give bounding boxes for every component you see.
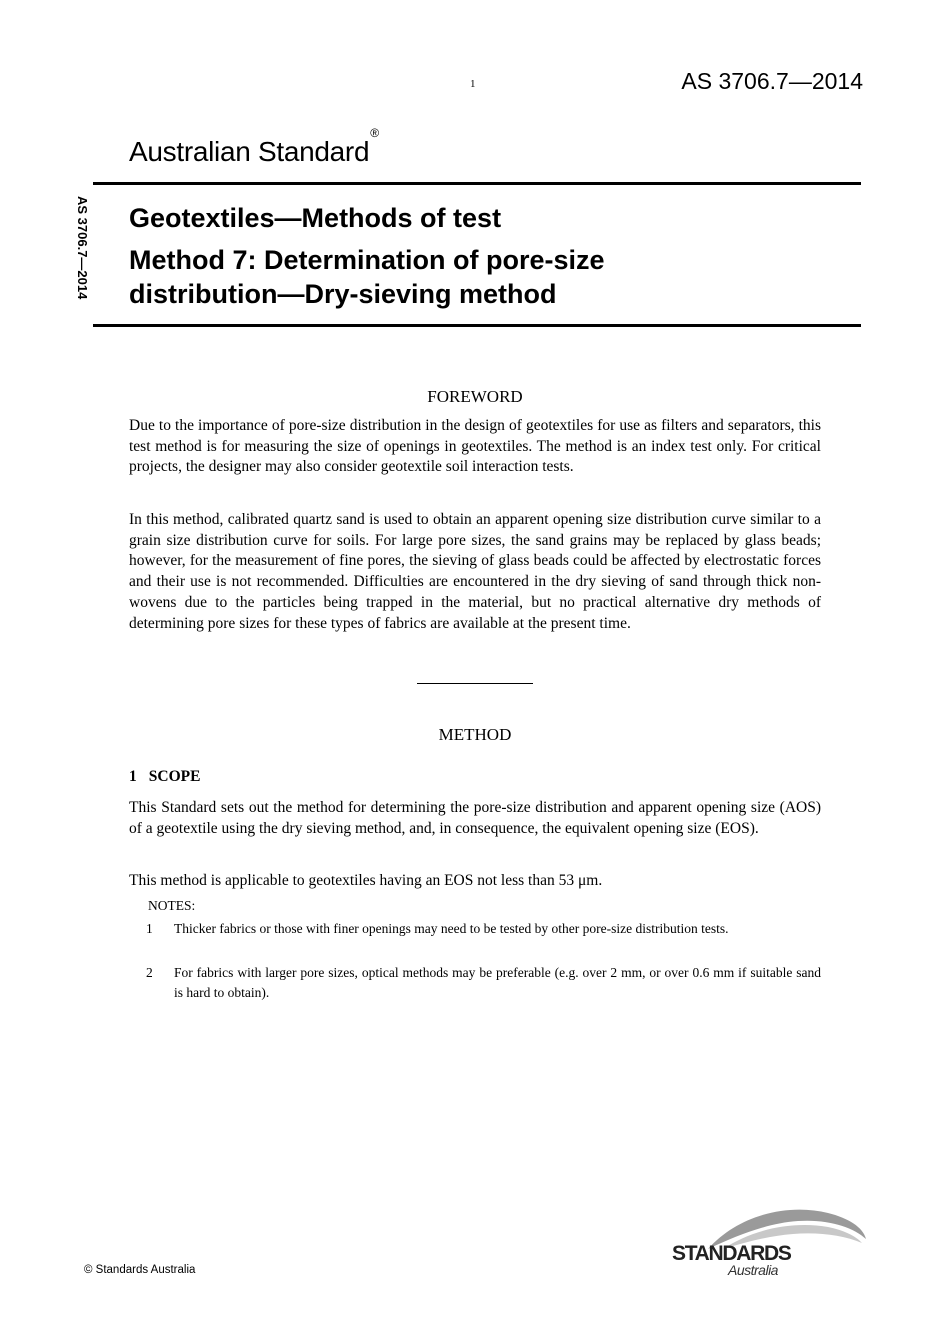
- clause-number: 1: [129, 768, 137, 785]
- note-number: 2: [146, 965, 153, 980]
- clause-title: SCOPE: [148, 768, 201, 785]
- section-divider: [417, 683, 533, 684]
- brand-heading: [129, 125, 379, 168]
- title-rule-top: [93, 182, 861, 185]
- foreword-heading: FOREWORD: [427, 387, 523, 406]
- note-text: For fabrics with larger pore sizes, optical methods may be preferable (e.g. over 2 mm, or over 0.6 mm if suitable sand is hard to obtain).: [174, 965, 821, 1000]
- note-number: 1: [146, 921, 153, 936]
- note-item: [146, 919, 821, 939]
- registered-mark: ®: [370, 125, 379, 140]
- scope-paragraph: This method is applicable to geotextiles having an EOS not less than 53 μm.: [129, 872, 603, 889]
- logo-wordmark: STANDARDS: [672, 1242, 791, 1265]
- notes-label: NOTES:: [148, 898, 196, 913]
- scope-paragraph: This Standard sets out the method for determining the pore-size distribution and apparent opening size (AOS) of a geotextile using the dry sieving method, and, in consequence, the equivalent opening size (EOS).: [129, 799, 821, 837]
- method-heading: METHOD: [438, 725, 512, 744]
- foreword-paragraph: Due to the importance of pore-size distribution in the design of geotextiles for use as filters and separators, this test method is for measuring the size of openings in geotextiles. The method is an index test only. For critical projects, the designer may also consider geotextile soil interaction tests.: [129, 417, 821, 476]
- note-item: [146, 963, 821, 1002]
- side-designation: [66, 196, 96, 316]
- standard-designation: AS 3706.7—2014: [681, 68, 863, 94]
- document-title: Geotextiles—Methods of test: [129, 203, 502, 233]
- page-number: 1: [470, 78, 476, 90]
- clause-heading-scope: [129, 768, 200, 786]
- foreword-paragraph: In this method, calibrated quartz sand is used to obtain an apparent opening size distribution curve similar to a grain size distribution curve for soils. For large pore sizes, the sand grains may be replaced by glass beads; however, for the measurement of fine pores, the sieving of glass beads could be affected by electrostatic forces and their use is not recommended. Difficulties are encountered in the dry sieving of sand through thick non-wovens due to the particles being trapped in the material, but no practical alternative dry methods of determining pore sizes for these types of fabrics are available at the present time.: [129, 511, 821, 632]
- brand-name: Australian Standard: [129, 136, 370, 167]
- standards-australia-logo: [668, 1205, 868, 1281]
- note-text: Thicker fabrics or those with finer openings may need to be tested by other pore-size distribution tests.: [174, 921, 729, 936]
- document-subtitle: Method 7: Determination of pore-size distribution—Dry-sieving method: [129, 245, 605, 309]
- title-rule-bottom: [93, 324, 861, 327]
- logo-subtext: Australia: [728, 1262, 778, 1278]
- side-designation-text: AS 3706.7—2014: [75, 196, 90, 300]
- copyright-notice: © Standards Australia: [84, 1264, 196, 1276]
